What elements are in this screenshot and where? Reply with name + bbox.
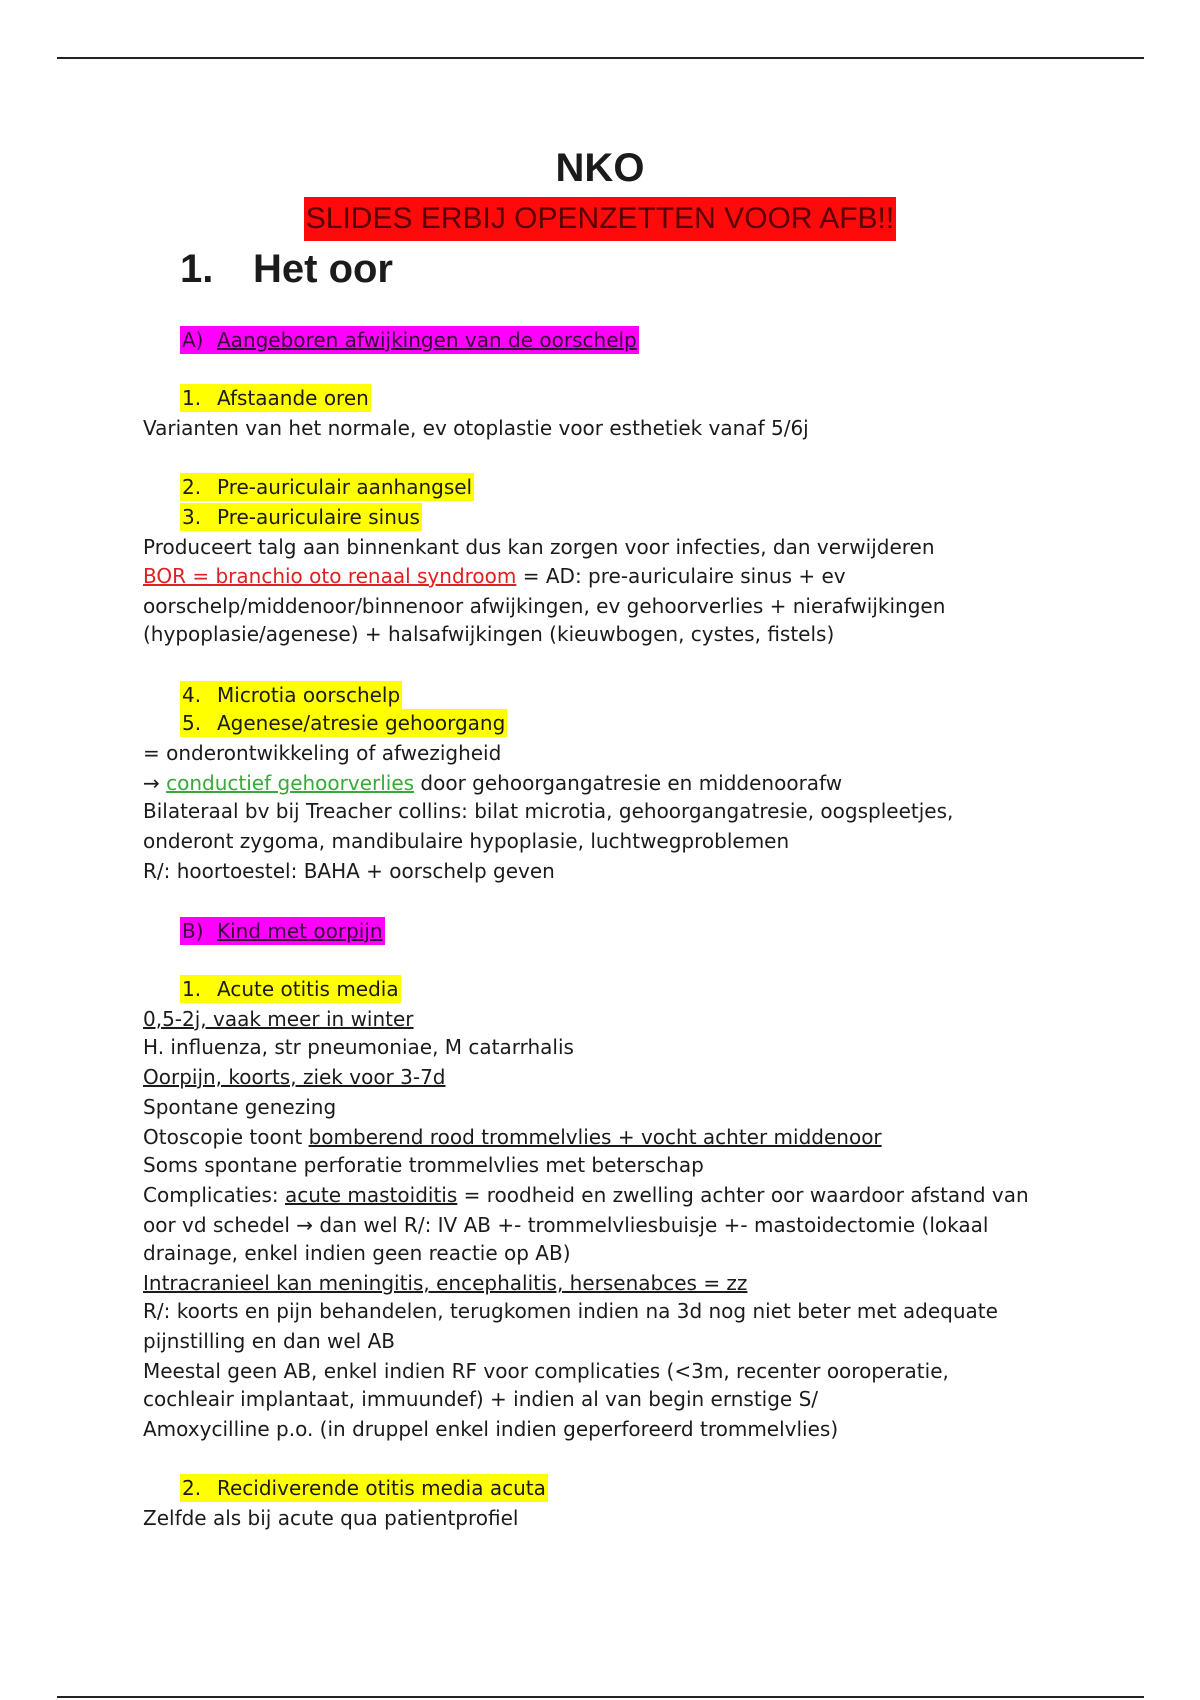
section-letter: B) [182,919,204,943]
list-item [180,681,402,709]
chapter-title: Het oor [253,247,393,291]
list-item [180,503,422,531]
item-label: Agenese/atresie gehoorgang [217,711,506,735]
body-line: Soms spontane perforatie trommelvlies met beterschap [143,1153,704,1177]
bor-term: BOR = branchio oto renaal syndroom [143,564,517,588]
body-line: = onderontwikkeling of afwezigheid [143,741,502,765]
text-run: door gehoorgangatresie en middenoorafw [414,771,843,795]
conductive-term: conductief gehoorverlies [166,771,415,795]
item-label: Recidiverende otitis media acuta [217,1476,546,1500]
body-line: Zelfde als bij acute qua patientprofiel [143,1506,519,1530]
body-line: H. influenza, str pneumoniae, M catarrhalis [143,1035,574,1059]
item-label: Acute otitis media [217,977,399,1001]
body-line: onderont zygoma, mandibulaire hypoplasie, luchtwegproblemen [143,829,790,853]
body-line: Meestal geen AB, enkel indien RF voor complicaties (<3m, recenter ooroperatie, [143,1359,949,1383]
body-line: drainage, enkel indien geen reactie op AB) [143,1241,571,1265]
text-run: Otoscopie toont [143,1125,309,1149]
list-item [180,709,507,737]
body-line: 0,5-2j, vaak meer in winter [143,1007,414,1031]
item-number: 3. [182,505,202,529]
list-item [180,473,474,501]
body-line: Varianten van het normale, ev otoplastie voor esthetiek vanaf 5/6j [143,416,809,440]
warning-wrap [0,197,1200,241]
body-line [143,1181,1029,1209]
section-a-heading [180,326,639,354]
body-line: R/: hoortoestel: BAHA + oorschelp geven [143,859,555,883]
chapter-heading [180,244,393,294]
body-line: oor vd schedel → dan wel R/: IV AB +- trommelvliesbuisje +- mastoidectomie (lokaal [143,1213,989,1237]
body-line [143,769,842,797]
item-number: 2. [182,475,202,499]
item-number: 1. [182,386,202,410]
arrow-icon: → [143,771,167,795]
body-line [143,562,846,590]
body-line [143,1123,882,1151]
underlined-run: acute mastoiditis [284,1183,458,1207]
item-number: 4. [182,683,202,707]
body-line: Intracranieel kan meningitis, encephalitis, hersenabces = zz [143,1271,748,1295]
item-number: 1. [182,977,202,1001]
body-line: oorschelp/middenoor/binnenoor afwijkingen, ev gehoorverlies + nierafwijkingen [143,594,946,618]
body-line: pijnstilling en dan wel AB [143,1329,396,1353]
warning-banner: SLIDES ERBIJ OPENZETTEN VOOR AFB!! [304,197,896,241]
section-title: Kind met oorpijn [217,919,383,943]
body-line: R/: koorts en pijn behandelen, terugkomen indien na 3d nog niet beter met adequate [143,1299,998,1323]
list-item [180,384,371,412]
top-rule [57,57,1144,59]
body-line: Oorpijn, koorts, ziek voor 3-7d [143,1065,446,1089]
section-b-heading [180,917,385,945]
body-line: Bilateraal bv bij Treacher collins: bilat microtia, gehoorgangatresie, oogspleetjes, [143,799,954,823]
item-label: Pre-auriculaire sinus [217,505,420,529]
body-line: cochleair implantaat, immuundef) + indien al van begin ernstige S/ [143,1387,819,1411]
body-line: Spontane genezing [143,1095,337,1119]
item-label: Microtia oorschelp [217,683,401,707]
item-label: Afstaande oren [217,386,369,410]
section-letter: A) [182,328,204,352]
list-item [180,975,401,1003]
text-run: = AD: pre-auriculaire sinus + ev [516,564,846,588]
item-label: Pre-auriculair aanhangsel [217,475,473,499]
item-number: 2. [182,1476,202,1500]
page-title: NKO [555,146,645,190]
bottom-rule [57,1696,1144,1698]
body-line: Amoxycilline p.o. (in druppel enkel indien geperforeerd trommelvlies) [143,1417,839,1441]
list-item [180,1474,548,1502]
underlined-run: bomberend rood trommelvlies + vocht achter middenoor [308,1125,882,1149]
text-run: = roodheid en zwelling achter oor waardoor afstand van [457,1183,1029,1207]
body-line: (hypoplasie/agenese) + halsafwijkingen (kieuwbogen, cystes, fistels) [143,622,835,646]
section-title: Aangeboren afwijkingen van de oorschelp [217,328,637,352]
body-line: Produceert talg aan binnenkant dus kan zorgen voor infecties, dan verwijderen [143,535,935,559]
chapter-number: 1. [180,247,214,291]
item-number: 5. [182,711,202,735]
text-run: Complicaties: [143,1183,285,1207]
